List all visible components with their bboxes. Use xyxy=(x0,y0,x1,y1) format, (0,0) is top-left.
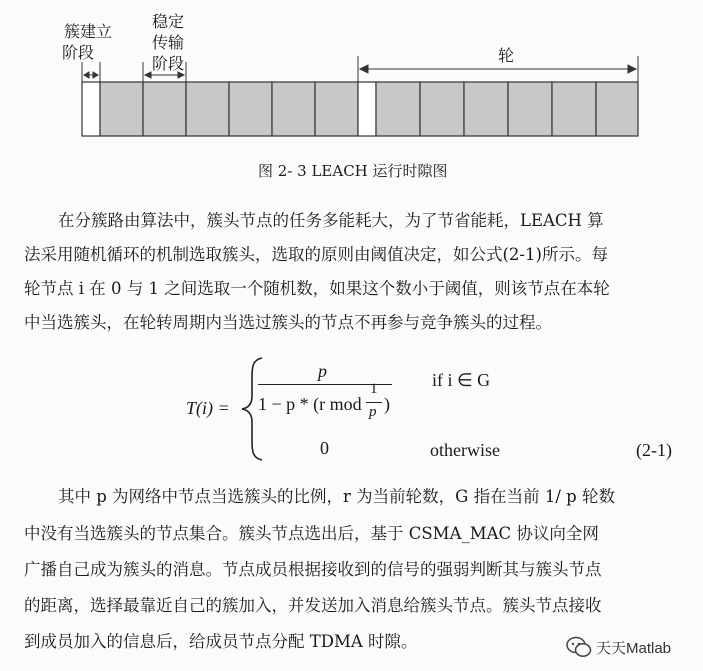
para1-line1: 在分簇路由算法中，簇头节点的任务多能耗大，为了节省能耗，LEACH 算 xyxy=(58,211,604,230)
label-cluster-setup-line2: 阶段 xyxy=(62,43,95,62)
para2-line4: 的距离，选择最靠近自己的簇加入，并发送加入消息给簇头节点。簇头节点接收 xyxy=(24,596,602,615)
para2-line1: 其中 p 为网络中节点当选簇头的比例，r 为当前轮数，G 指在当前 1/ p 轮数 xyxy=(58,487,615,506)
slot xyxy=(464,82,508,136)
equation-number: (2-1) xyxy=(636,440,672,460)
slot xyxy=(552,82,596,136)
equation-condition-2: otherwise xyxy=(430,440,500,460)
watermark-text: 天天Matlab xyxy=(596,640,672,657)
slot xyxy=(143,82,186,136)
para1-line2: 法采用随机循环的机制选取簇头，选取的原则由阈值决定，如公式(2-1)所示。每 xyxy=(24,245,608,264)
equation-condition-1: if i ∈ G xyxy=(432,370,491,390)
slot xyxy=(376,82,420,136)
watermark xyxy=(566,632,696,662)
equation-zero: 0 xyxy=(320,438,329,458)
inner-fraction-denominator: p xyxy=(369,404,377,420)
para2-line5: 到成员加入的信息后，给成员节点分配 TDMA 时隙。 xyxy=(24,632,418,651)
label-stable-line1: 稳定 xyxy=(152,12,185,31)
para1-line3: 轮节点 i 在 0 与 1 之间选取一个随机数，如果这个数小于阈值，则该节点在本轮 xyxy=(24,279,610,298)
setup-slot-1 xyxy=(82,82,100,136)
slot xyxy=(100,82,143,136)
para2-line3: 广播自己成为簇头的消息。节点成员根据接收到的信号的强弱判断其与簇头节点 xyxy=(24,560,602,579)
equation-denominator: 1 − p * (r mod xyxy=(258,394,362,414)
slot xyxy=(420,82,464,136)
inner-fraction-bar xyxy=(366,402,382,403)
figure-caption: 图 2- 3 LEACH 运行时隙图 xyxy=(258,162,448,180)
para2-line2: 中没有当选簇头的节点集合。簇头节点选出后，基于 CSMA_MAC 协议向全网 xyxy=(24,524,599,543)
label-round: 轮 xyxy=(498,46,515,65)
label-stable-line2: 传输 xyxy=(152,33,185,52)
label-cluster-setup-line1: 簇建立 xyxy=(64,22,113,41)
slot xyxy=(508,82,552,136)
slot xyxy=(596,82,638,136)
equation-lhs: T(i) = xyxy=(186,398,230,418)
slot xyxy=(272,82,315,136)
equation-denominator-close: ) xyxy=(384,394,390,414)
slot xyxy=(186,82,229,136)
setup-slot-2 xyxy=(358,82,376,136)
slot xyxy=(315,82,358,136)
setup-dimension xyxy=(82,62,100,82)
wechat-logo-icon xyxy=(566,635,592,659)
slot-row xyxy=(82,82,638,136)
equation-numerator: p xyxy=(318,361,327,381)
inner-fraction-numerator: 1 xyxy=(370,381,378,397)
para1-line4: 中当选簇头，在轮转周期内当选过簇头的节点不再参与竞争簇头的过程。 xyxy=(24,313,552,332)
label-stable-line3: 阶段 xyxy=(152,54,185,73)
slot xyxy=(229,82,272,136)
